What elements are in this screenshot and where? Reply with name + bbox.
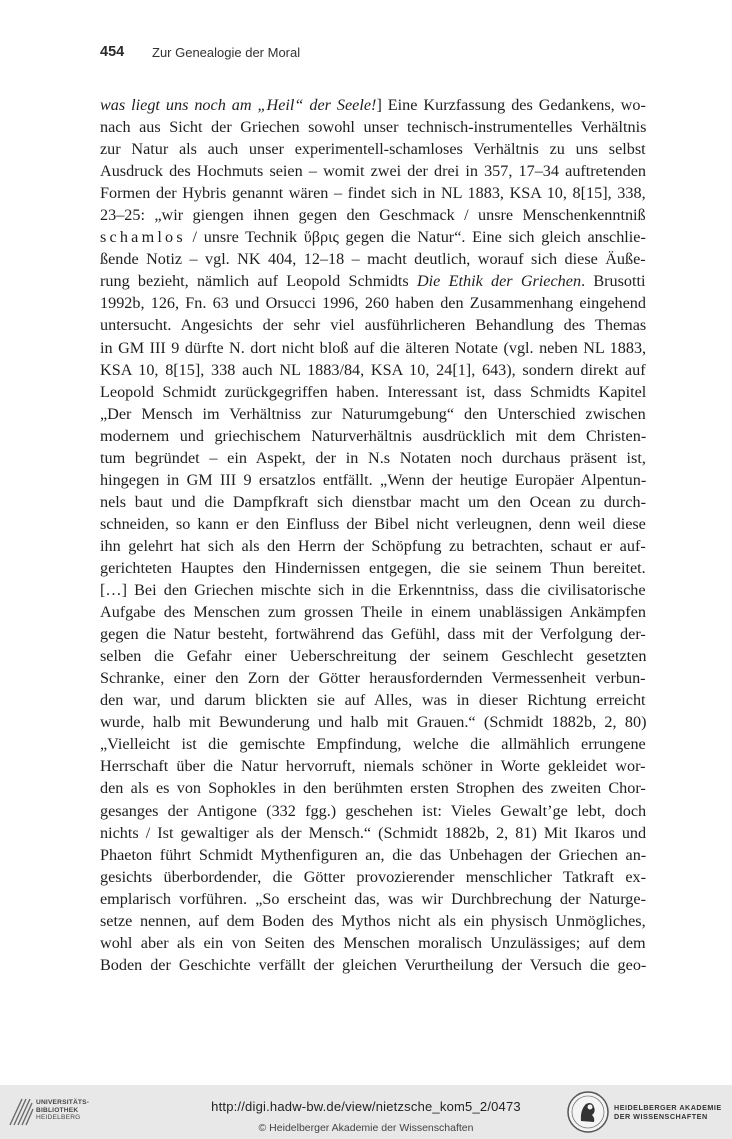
text-line: nels baut und die Dampfkraft sich dienstbar macht um den Ocean zu durch- [100,492,646,511]
text-line: Herrschaft über die Natur hervorruft, niemals schöner in Worte gekleidet wor- [100,757,646,776]
text-line: „Vielleicht ist die gemischte Empfindung, welche die allmählich errungene [100,735,646,754]
text-line: setze nennen, auf dem Boden des Mythos nicht als ein physisch Unmögliches, [100,911,646,930]
text-line: Formen der Hybris genannt wären – findet sich in NL 1883, KSA 10, 8[15], 338, [100,184,646,203]
text-line: Phaeton führt Schmidt Mythenfiguren an, die das Unbehagen der Griechen an- [100,845,647,864]
body-text [100,94,646,976]
text-line: rung bezieht, nämlich auf Leopold Schmidts Die Ethik der Griechen. Brusotti [100,272,646,291]
text-line: den als es von Sophokles in den berühmten ersten Strophen des zweiten Chor- [100,779,646,798]
copyright-notice: © Heidelberger Akademie der Wissenschaften [258,1122,474,1134]
text-line: modernem und griechischem Naturverhältnis ausdrücklich mit dem Christen- [100,426,647,445]
text-line: 1992b, 126, Fn. 63 und Orsucci 1996, 260 haben den Zusammenhang eingehend [100,294,646,313]
academy-label: HEIDELBERGER AKADEMIE DER WISSENSCHAFTEN [614,1103,722,1121]
spaced-word: schamlos [100,228,186,247]
text-line: Boden der Geschichte verfällt der gleichen Verurtheilung der Versuch die geo- [100,955,647,974]
text-line: gesichts überbordender, die Götter provozierender menschlicher Tatkraft ex- [100,867,647,886]
text-line: was liegt uns noch am „Heil“ der Seele!] Eine Kurzfassung des Gedankens, wo- [100,96,646,114]
text-line: Leopold Schmidt zurückgegriffen haben. Interessant ist, dass Schmidts Kapitel [100,382,647,401]
academy-seal-icon [566,1090,610,1134]
remaining-lines [100,292,646,975]
italic-lemma: was liegt uns noch am „Heil“ der Seele! [100,96,377,114]
text-line: ßende Notiz – vgl. NK 404, 12–18 – macht deutlich, worauf sich diese Äuße- [100,250,646,269]
text-line: Aufgabe des Menschen zum grossen Theile in einem unablässigen Ankämpfen [100,603,646,622]
text-line: untersucht. Angesichts der sehr viel ausführlicheren Behandlung des Themas [100,316,647,335]
text-line: „Der Mensch im Verhältniss zur Naturumgebung“ den Unterschied zwischen [100,404,646,423]
text-line: zur Natur als auch unser experimentell-schamloses Verhältnis zu uns selbst [100,140,646,159]
text-line: in GM III 9 dürfte N. dort nicht bloß auf die älteren Notate (vgl. neben NL 1883, [100,338,647,357]
book-title: Die Ethik der Griechen [416,272,582,291]
text-line: den war, und darum blickten sie auf Alles, was in dieser Richtung erreicht [100,691,646,710]
text-line: schneiden, so kann er den Einfluss der Bibel nicht verleugnen, denn weil diese [100,514,646,533]
text-line: gegen die Natur besteht, fortwährend das Gefühl, dass mit der Verfolgung der- [100,625,646,644]
text-line: Schranke, einer den Zorn der Götter herausfordernden Vermessenheit verbun- [100,669,646,688]
source-url[interactable]: http://digi.hadw-bw.de/view/nietzsche_kom5_2/0473 [211,1099,521,1114]
footer-bar [0,1085,732,1139]
running-title: Zur Genealogie der Moral [152,45,301,60]
text-line: gesanges der Antigone (332 fgg.) geschehen ist: Vieles Gewalt’ge lebt, doch [100,801,647,820]
text-line: schamlos / unsre Technik ὕβρις gegen die Natur“. Eine sich gleich anschlie- [100,228,646,247]
text-line: wohl aber als ein von Seiten des Menschen moralisch Unzulässiges; auf dem [100,933,646,952]
running-header [100,44,646,66]
text-line: emplarisch vorführen. „So erscheint das, was wir Durchbrechung der Naturge- [100,889,646,908]
text-line: nichts / Ist gewaltiger als der Mensch.“ (Schmidt 1882b, 2, 81) Mit Ikaros und [100,823,647,842]
text-line: nach aus Sicht der Griechen sowohl unser technisch-instrumentelles Verhältnis [100,118,647,137]
text-line: wurde, halb mit Bewunderung und halb mit Grauen.“ (Schmidt 1882b, 2, 80) [100,713,647,732]
page-number: 454 [100,44,125,60]
text-line: […] Bei den Griechen mischte sich in die Erkenntniss, dass die civilisatorische [100,581,646,600]
text-line: tum begründet – ein Aspekt, der in N.s Notaten noch durchaus präsent ist, [100,448,646,467]
text-line: 23–25: „wir giengen ihnen gegen den Geschmack / unsre Menschenkenntniß [100,206,646,225]
text-line: Ausdruck des Hochmuts seien – womit zwei der drei in 357, 17–34 auftretenden [100,162,647,181]
text-line: ihn gelehrt hat sich als den Herrn der Schöpfung zu betrachten, schaut er auf- [100,536,646,555]
text-line: selben die Gefahr einer Ueberschreitung der seinem Geschlecht gesetzten [100,647,647,666]
text-line: gerichteten Hauptes den Hindernissen entgegen, die sie seinem Thun bereitet. [100,558,646,577]
university-library-label: UNIVERSITÄTS- BIBLIOTHEK HEIDELBERG [36,1099,90,1122]
text-line: KSA 10, 8[15], 338 auch NL 1883/84, KSA 10, 24[1], 643), sondern direkt auf [100,360,646,379]
text-line: hingegen in GM III 9 ersatzlos entfällt. „Wenn der heutige Europäer Alpentun- [100,470,647,489]
